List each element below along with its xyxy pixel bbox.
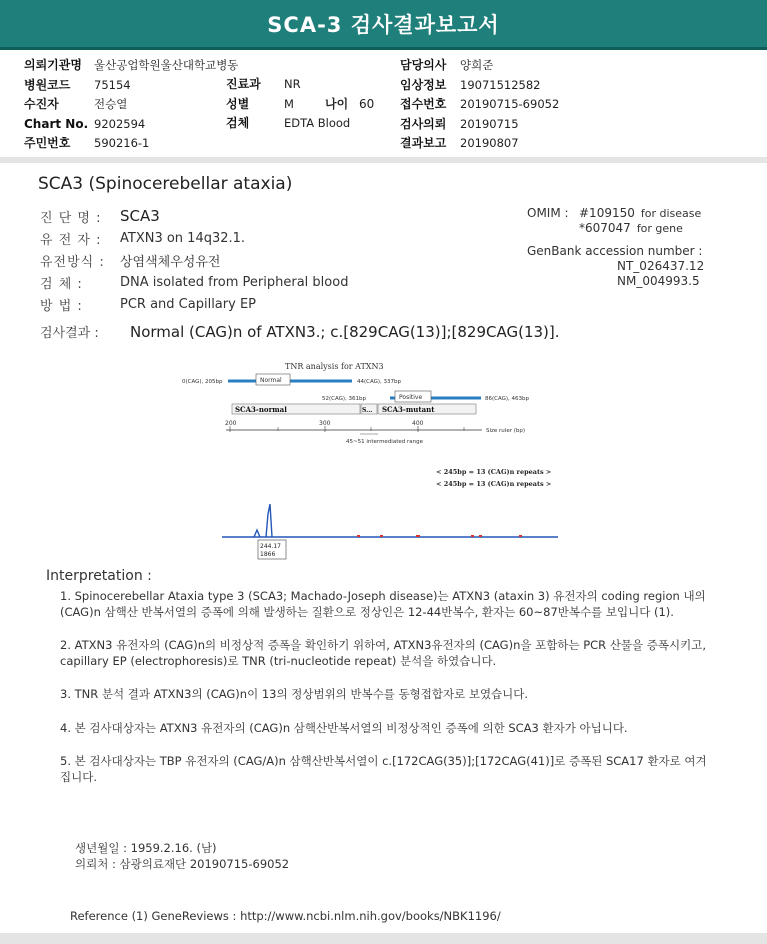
ruler-tick-label: 400 [412, 420, 424, 427]
ruler-ticks [230, 426, 464, 432]
normal-label: Normal [260, 377, 282, 384]
info-field [40, 293, 348, 315]
omim-gene-note: for gene [636, 222, 683, 235]
field-label: 검사의뢰 [400, 116, 447, 131]
capillary-ep-trace [220, 464, 560, 560]
header-field [400, 115, 559, 135]
positive-label: Positive [399, 394, 423, 401]
field-value: 19071512582 [460, 77, 541, 92]
header-field [24, 115, 238, 135]
field-value: 75154 [94, 77, 131, 92]
field-label: 의뢰기관명 [24, 58, 82, 72]
omim-gene-id: *607047 [579, 221, 631, 235]
result-label: 검사결과 : [40, 326, 99, 341]
normal-end-label: 44(CAG), 337bp [357, 379, 402, 385]
header-field [226, 114, 350, 134]
sca3-normal-label: SCA3-normal [235, 405, 287, 414]
field-label: Chart No. [24, 116, 89, 131]
field-value: 590216-1 [94, 136, 150, 151]
genbank-id: NT_026437.12 [617, 259, 705, 273]
specimen-value: DNA isolated from Peripheral blood [120, 274, 349, 290]
positive-end-label: 86(CAG), 463bp [485, 396, 530, 402]
field-value: 20190715-69052 [460, 97, 560, 112]
header-field [24, 76, 238, 96]
info-field [40, 205, 348, 227]
field-value: 20190715 [460, 116, 519, 131]
interpretation-item: 5. 본 검사대상자는 TBP 유전자의 (CAG/A)n 삼핵산반복서열이 c.[172CAG(35)];[172CAG(41)]로 증폭된 SCA17 환자로 여겨집니다. [60, 754, 707, 784]
interpretation-title: Interpretation : [46, 568, 152, 584]
header-age [325, 95, 374, 112]
header-field [400, 76, 559, 96]
field-label: 임상정보 [400, 77, 447, 92]
field-label: 유 전 자 : [40, 232, 102, 248]
field-value: EDTA Blood [284, 116, 351, 131]
field-value: 양희준 [460, 58, 494, 72]
positive-start-label: 52(CAG), 361bp [322, 396, 367, 402]
diagnosis-value: SCA3 [120, 207, 160, 225]
field-label: 결과보고 [400, 136, 447, 151]
interpretation-item: 3. TNR 분석 결과 ATXN3의 (CAG)n이 13의 정상범위의 반복수를 동형접합자로 보였습니다. [60, 687, 529, 701]
header-col-patient [24, 56, 238, 154]
intermediate-range-label: 45~51 intermediated range [346, 439, 423, 445]
field-value: NR [284, 77, 301, 91]
field-label: 방 법 : [40, 298, 83, 314]
omim-disease-id: #109150 [579, 206, 635, 220]
inheritance-value: 상염색체우성유전 [120, 254, 221, 270]
omim-info [527, 206, 701, 236]
info-field [40, 249, 348, 271]
info-field [40, 227, 348, 249]
tnr-analysis-diagram [170, 360, 570, 452]
field-value: M [284, 96, 294, 111]
field-label: 유전방식 : [40, 254, 105, 270]
interpretation-item: 2. ATXN3 유전자의 (CAG)n의 비정상적 증폭을 확인하기 위하여, ATXN3유전자의 (CAG)n을 포함하는 PCR 산물을 증폭시키고, capillary EP (electrophoresis)로 TNR (tri-nucleotide repeat) 분석을 하였습니다. [60, 638, 707, 668]
section-title: SCA3 (Spinocerebellar ataxia) [38, 174, 293, 194]
gene-value: ATXN3 on 14q32.1. [120, 230, 246, 246]
omim-label: OMIM : [527, 206, 569, 220]
omim-disease-note: for disease [640, 207, 702, 220]
patient-footer [75, 840, 289, 872]
header-field [24, 95, 238, 115]
interpretation-item: 1. Spinocerebellar Ataxia type 3 (SCA3; Machado-Joseph disease)는 ATXN3 (ataxin 3) 유전자의 coding region 내의 (CAG)n 삼핵산 반복서열의 증폭에 의해 발생하는 질환으로 정상인은 12-44반복수, 환자는 60~87반복수를 보입니다 (1). [60, 589, 706, 619]
birth-date: 생년월일 : 1959.2.16. (남) [75, 841, 217, 855]
field-label: 진료과 [226, 77, 261, 91]
field-label: 담당의사 [400, 58, 447, 72]
field-label: 성별 [226, 96, 250, 111]
ruler-tick-label: 300 [319, 420, 331, 427]
field-label: 검 체 : [40, 276, 83, 292]
repeat-annotation: < 245bp = 13 (CAG)n repeats > [436, 480, 552, 488]
diagram-title: TNR analysis for ATXN3 [285, 362, 384, 371]
field-label: 수진자 [24, 97, 59, 112]
interpretation-item: 4. 본 검사대상자는 ATXN3 유전자의 (CAG)n 삼핵산반복서열의 비정상적인 증폭에 의한 SCA3 환자가 아닙니다. [60, 720, 628, 735]
genbank-info [527, 244, 704, 289]
field-value: 전승열 [94, 97, 128, 112]
peak-height: 1866 [260, 551, 276, 558]
bottom-divider [0, 933, 767, 944]
ruler-label: Size ruler (bp) [486, 428, 525, 434]
report-title-bar [0, 0, 767, 50]
field-value: 9202594 [94, 116, 146, 131]
header-col-lab [400, 56, 559, 154]
field-value: 울산공업학원울산대학교병동 [94, 58, 239, 72]
field-label: 접수번호 [400, 97, 447, 112]
header-field [24, 56, 238, 76]
header-field [226, 75, 350, 95]
intermediate-bar-label: S... [362, 407, 373, 414]
interpretation-list [60, 589, 710, 803]
result-value: Normal (CAG)n of ATXN3.; c.[829CAG(13)];[829CAG(13)]. [130, 323, 560, 341]
genbank-id: NM_004993.5 [617, 274, 700, 288]
age-value: 60 [359, 97, 375, 111]
field-label: 진 단 명 : [40, 210, 102, 226]
age-label: 나이 [325, 97, 349, 111]
header-field [400, 134, 559, 154]
field-label: 병원코드 [24, 77, 71, 92]
repeat-annotation: < 245bp = 13 (CAG)n repeats > [436, 468, 552, 476]
normal-start-label: 0(CAG), 205bp [182, 379, 223, 385]
requester: 의뢰처 : 삼광의료재단 20190715-69052 [75, 857, 290, 871]
test-info-fields [40, 205, 348, 315]
header-field [24, 134, 238, 154]
info-field [40, 271, 348, 293]
genbank-label: GenBank accession number : [527, 244, 703, 258]
field-label: 주민번호 [24, 136, 71, 151]
field-value: 20190807 [460, 136, 519, 151]
method-value: PCR and Capillary EP [120, 296, 256, 312]
reference: Reference (1) GeneReviews : http://www.ncbi.nlm.nih.gov/books/NBK1196/ [70, 909, 501, 923]
header-field [400, 95, 559, 115]
sca3-mutant-label: SCA3-mutant [382, 405, 435, 414]
trace-peak [254, 504, 272, 537]
report-title: SCA-3 검사결과보고서 [267, 12, 500, 37]
header-field [400, 56, 559, 76]
peak-size: 244.17 [260, 543, 281, 550]
ruler-tick-label: 200 [225, 420, 237, 427]
test-result [40, 322, 560, 341]
field-label: 검체 [226, 116, 250, 131]
